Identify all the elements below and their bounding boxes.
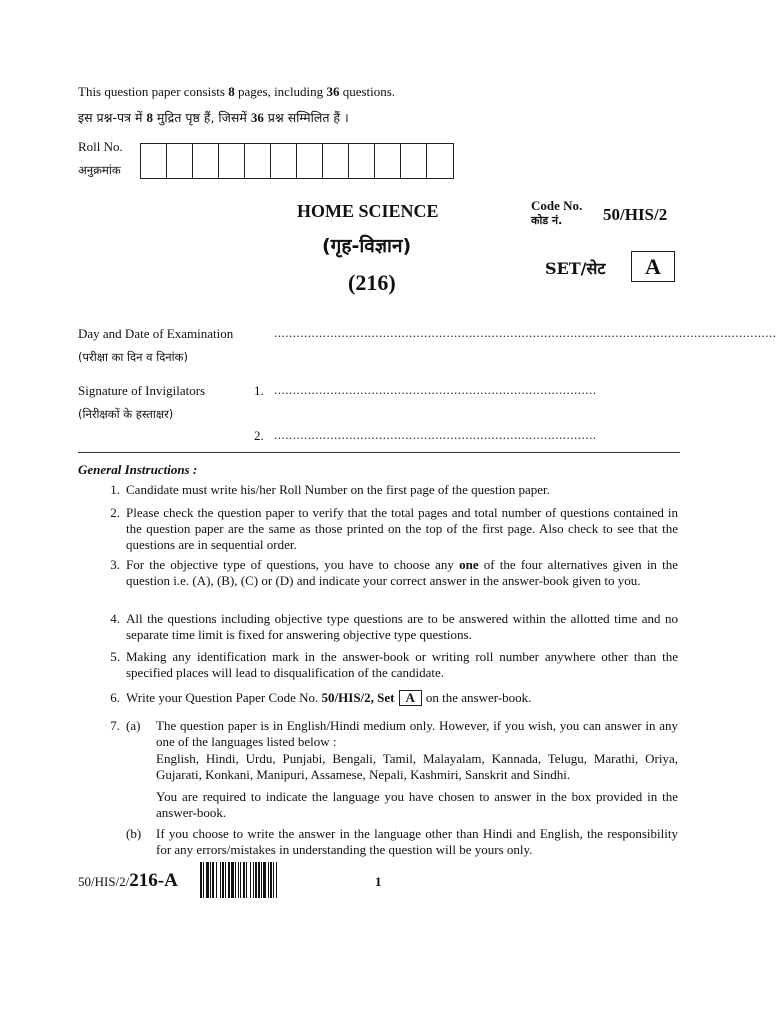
roll-number-cell[interactable] bbox=[427, 144, 453, 178]
instruction-1 bbox=[78, 482, 680, 498]
pages-info-text: This question paper consists bbox=[78, 84, 229, 99]
pages-info-hindi-text: प्रश्न सम्मिलित हैं । bbox=[263, 110, 349, 125]
instruction-text-part: of the four alternatives given in the question i.e. (A), (B), (C) or (D) and indicate your correct answer in the answer-book given to you. bbox=[126, 557, 678, 588]
set-box bbox=[631, 251, 675, 282]
roll-number-boxes[interactable] bbox=[140, 143, 454, 179]
roll-number-cell[interactable] bbox=[245, 144, 271, 178]
instruction-5 bbox=[78, 649, 680, 681]
roll-number-cell[interactable] bbox=[193, 144, 219, 178]
roll-number-cell[interactable] bbox=[401, 144, 427, 178]
barcode-bar bbox=[277, 862, 278, 898]
sub-instruction-b-text: If you choose to write the answer in the language other than Hindi and English, the responsibility for any errors/mistakes in understanding the question will be yours only. bbox=[156, 826, 678, 857]
instruction-text bbox=[126, 557, 678, 589]
sub-instruction-a-label: (a) bbox=[126, 718, 141, 733]
instruction-text: All the questions including objective type questions are to be answered within the allotted time and no separate time limit is fixed for answering objective type questions. bbox=[126, 611, 678, 642]
pages-info-hindi-text: मुद्रित पृष्ठ हैं, जिसमें bbox=[152, 110, 251, 125]
barcode bbox=[200, 862, 324, 898]
instruction-text bbox=[126, 690, 678, 706]
page-number: 1 bbox=[375, 874, 382, 889]
set-inline-box: A bbox=[399, 690, 422, 706]
instruction-4 bbox=[78, 611, 680, 643]
instruction-number: 7. bbox=[110, 718, 120, 733]
roll-number-cell[interactable] bbox=[141, 144, 167, 178]
signature-1-number: 1. bbox=[254, 383, 264, 398]
pages-info-hindi bbox=[78, 110, 349, 125]
roll-number-cell[interactable] bbox=[323, 144, 349, 178]
roll-number-label-hindi: अनुक्रमांक bbox=[78, 163, 121, 177]
set-label: SET/सेट bbox=[545, 259, 606, 278]
roll-number-cell[interactable] bbox=[167, 144, 193, 178]
exam-date-field[interactable]: ...................................................................................................................................... bbox=[274, 325, 777, 340]
exam-date-label: Day and Date of Examination bbox=[78, 326, 234, 341]
set-value: A bbox=[645, 254, 661, 279]
roll-number-cell[interactable] bbox=[349, 144, 375, 178]
instruction-3 bbox=[78, 557, 680, 605]
roll-number-cell[interactable] bbox=[271, 144, 297, 178]
footer-code-big: 216-A bbox=[129, 870, 178, 891]
instruction-2 bbox=[78, 505, 680, 553]
questions-count-hindi: 36 bbox=[250, 110, 264, 125]
instruction-number: 1. bbox=[110, 482, 120, 497]
instruction-number: 2. bbox=[110, 505, 120, 520]
footer-paper-code bbox=[78, 870, 178, 892]
exam-date-label-hindi: (परीक्षा का दिन व दिनांक) bbox=[78, 350, 188, 364]
signature-2-number: 2. bbox=[254, 428, 264, 443]
instruction-6 bbox=[78, 690, 680, 708]
roll-number-cell[interactable] bbox=[297, 144, 323, 178]
footer-code-small: 50/HIS/2/ bbox=[78, 874, 130, 889]
language-list: English, Hindi, Urdu, Punjabi, Bengali, Tamil, Malayalam, Kannada, Telugu, Marathi, Oriya, Gujarati, Konkani, Manipuri, Assamese, Nepali, Kashmiri, Sanskrit and Sindhi. bbox=[156, 751, 678, 782]
signature-1-field[interactable]: ...................................................................................... bbox=[274, 382, 597, 397]
code-value: 50/HIS/2 bbox=[603, 205, 668, 224]
roll-number-cell[interactable] bbox=[219, 144, 245, 178]
pages-info-hindi-text: इस प्रश्न-पत्र में bbox=[78, 110, 147, 125]
instruction-number: 4. bbox=[110, 611, 120, 626]
instruction-code: 50/HIS/2, Set bbox=[321, 690, 395, 705]
pages-count: 8 bbox=[228, 84, 235, 99]
language-note: You are required to indicate the language you have chosen to answer in the box provided in the answer-book. bbox=[156, 789, 678, 820]
instruction-text: Candidate must write his/her Roll Number on the first page of the question paper. bbox=[126, 482, 550, 497]
instruction-text-part: Write your Question Paper Code No. bbox=[126, 690, 322, 705]
instruction-text-part: on the answer-book. bbox=[425, 690, 532, 705]
roll-number-cell[interactable] bbox=[375, 144, 401, 178]
instruction-number: 6. bbox=[110, 690, 120, 705]
instruction-emphasis: one bbox=[459, 557, 479, 572]
pages-info-text: questions. bbox=[339, 84, 396, 99]
instruction-text: Please check the question paper to verify that the total pages and total number of questions contained in the question paper are the same as those printed on the top of the first page. Also check to see that the questions are in sequential order. bbox=[126, 505, 678, 552]
invigilator-signature-label-hindi: (निरीक्षकों के हस्ताक्षर) bbox=[78, 407, 174, 421]
roll-number-label: Roll No. bbox=[78, 139, 123, 154]
sub-instruction-b-label: (b) bbox=[126, 826, 142, 841]
signature-2-field[interactable]: ...................................................................................... bbox=[274, 427, 597, 442]
subject-title-hindi: (गृह-विज्ञान) bbox=[322, 235, 412, 257]
code-label-hindi: कोड नं. bbox=[531, 214, 563, 227]
pages-count-hindi: 8 bbox=[146, 110, 153, 125]
code-label: Code No. bbox=[531, 198, 583, 213]
instruction-text: Making any identification mark in the answer-book or writing roll number anywhere other than the specified places will lead to disqualification of the candidate. bbox=[126, 649, 678, 680]
instruction-number: 5. bbox=[110, 649, 120, 664]
pages-info-text: pages, including bbox=[234, 84, 327, 99]
invigilator-signature-label: Signature of Invigilators bbox=[78, 383, 206, 398]
instruction-number: 3. bbox=[110, 557, 120, 572]
divider-line bbox=[78, 452, 680, 453]
instruction-text-part: For the objective type of questions, you have to choose any bbox=[126, 557, 460, 572]
subject-title: HOME SCIENCE bbox=[297, 201, 439, 221]
instructions-heading: General Instructions : bbox=[78, 462, 198, 477]
instruction-7 bbox=[78, 718, 680, 858]
questions-count: 36 bbox=[326, 84, 340, 99]
subject-number: (216) bbox=[348, 270, 396, 295]
pages-info bbox=[78, 84, 395, 100]
sub-instruction-a-text: The question paper is in English/Hindi medium only. However, if you wish, you can answer in any one of the languages listed below : bbox=[156, 718, 678, 749]
